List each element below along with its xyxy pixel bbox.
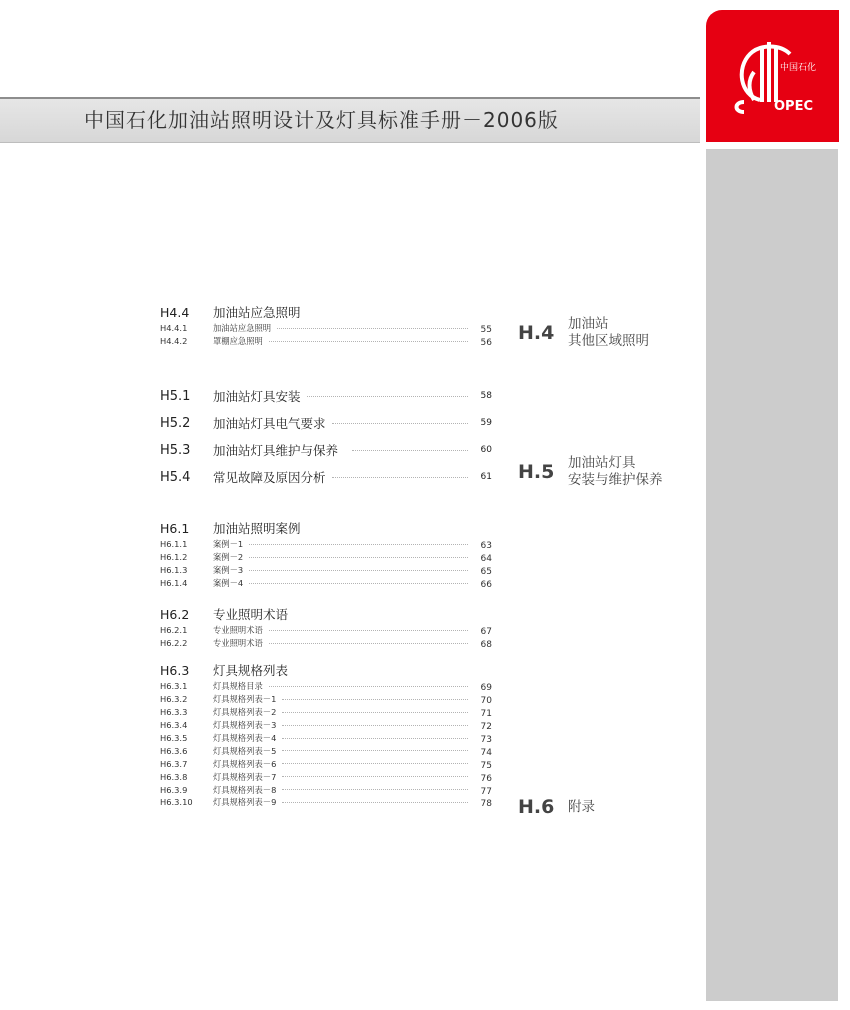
toc-code: H6.1 [160, 520, 190, 536]
section-tag: H.4 [518, 322, 555, 344]
toc-label: 专业照明术语 [213, 625, 263, 636]
toc-label: 灯具规格列表－7 [213, 771, 277, 782]
toc-code: H6.3.6 [160, 745, 188, 756]
section-title [568, 316, 649, 350]
toc-page: 67 [480, 627, 492, 638]
toc-label: 案例－2 [213, 552, 244, 563]
toc-page: 77 [480, 786, 492, 797]
toc-row[interactable] [160, 551, 492, 564]
leader-dots [269, 630, 468, 631]
leader-dots [282, 776, 468, 777]
toc-page: 68 [480, 640, 492, 651]
toc-group-h6-1 [160, 518, 492, 590]
toc-row[interactable] [160, 538, 492, 551]
sinopec-logo [706, 10, 839, 142]
toc-code: H6.3 [160, 662, 190, 678]
toc-code: H4.4.2 [160, 336, 188, 347]
toc-row[interactable] [160, 335, 492, 348]
leader-dots [269, 643, 468, 644]
toc-code: H6.1.3 [160, 565, 188, 576]
toc-row[interactable] [160, 386, 492, 406]
toc-code: H6.2.2 [160, 638, 188, 649]
leader-dots [282, 789, 468, 790]
toc-row[interactable] [160, 413, 492, 433]
toc-row[interactable] [160, 796, 492, 809]
section-title-line: 加油站灯具 [568, 455, 636, 471]
toc-page: 70 [480, 696, 492, 707]
sinopec-emblem-icon [730, 40, 820, 114]
toc-code: H6.3.8 [160, 771, 188, 782]
leader-dots [282, 750, 468, 751]
toc-label: 案例－3 [213, 565, 244, 576]
toc-row-h5-2 [160, 413, 492, 433]
toc-row[interactable] [160, 322, 492, 335]
toc-code: H6.3.2 [160, 694, 188, 705]
toc-label: 加油站应急照明 [213, 305, 301, 320]
toc-label: 加油站灯具安装 [213, 389, 301, 404]
toc-page: 76 [480, 773, 492, 784]
toc-row[interactable] [160, 637, 492, 650]
leader-dots [282, 738, 468, 739]
toc-code: H5.3 [160, 442, 191, 458]
toc-row[interactable] [160, 770, 492, 783]
toc-label: 专业照明术语 [213, 638, 263, 649]
toc-row[interactable] [160, 693, 492, 706]
toc-code: H4.4.1 [160, 323, 188, 334]
toc-row[interactable] [160, 732, 492, 745]
leader-dots [269, 686, 468, 687]
toc-label: 灯具规格列表－2 [213, 707, 277, 718]
toc-row[interactable] [160, 467, 492, 487]
section-tag: H.6 [518, 796, 555, 818]
toc-row[interactable] [160, 577, 492, 590]
leader-dots [277, 328, 468, 329]
toc-row[interactable] [160, 624, 492, 637]
toc-group-h6-2 [160, 604, 492, 650]
toc-group-h6-3 [160, 660, 492, 809]
toc-page: 63 [480, 541, 492, 552]
toc-row-h5-3 [160, 440, 492, 460]
toc-row[interactable] [160, 680, 492, 693]
toc-label: 灯具规格列表－8 [213, 784, 277, 795]
toc-code: H6.3.5 [160, 733, 188, 743]
toc-code: H6.1.1 [160, 539, 188, 550]
leader-dots [249, 570, 468, 571]
svg-text:OPEC: OPEC [774, 99, 813, 114]
toc-code: H5.2 [160, 415, 191, 431]
leader-dots [352, 450, 468, 451]
toc-code: H6.3.10 [160, 797, 193, 808]
toc-row[interactable] [160, 757, 492, 770]
toc-code: H5.4 [160, 469, 191, 485]
toc-page: 75 [480, 760, 492, 771]
section-marker-h4 [518, 316, 649, 350]
toc-label: 灯具规格目录 [213, 681, 263, 692]
toc-row[interactable] [160, 706, 492, 719]
leader-dots [249, 583, 468, 584]
section-marker-h5 [518, 455, 663, 489]
side-strip [706, 149, 838, 1001]
toc-page: 69 [480, 683, 492, 694]
section-title-line: 加油站 [568, 316, 609, 332]
toc-page: 64 [480, 554, 492, 565]
toc-code: H6.2 [160, 606, 190, 622]
toc-label: 灯具规格列表－5 [213, 745, 277, 756]
toc-label: 加油站应急照明 [213, 323, 272, 334]
toc-group-h4-4 [160, 302, 492, 348]
toc-label: 加油站灯具维护与保养 [213, 443, 339, 458]
toc-page: 58 [480, 391, 492, 401]
toc-page: 71 [480, 709, 492, 720]
svg-text:中国石化: 中国石化 [780, 63, 817, 73]
toc-row[interactable] [160, 783, 492, 796]
leader-dots [249, 557, 468, 558]
leader-dots [282, 712, 468, 713]
toc-page: 73 [480, 735, 492, 745]
section-title: 附录 [568, 798, 595, 815]
toc-row-h5-4 [160, 467, 492, 487]
leader-dots [249, 544, 468, 545]
toc-page: 78 [480, 799, 492, 810]
toc-page: 59 [480, 418, 492, 428]
leader-dots [307, 396, 468, 397]
toc-heading[interactable] [160, 660, 492, 680]
toc-heading[interactable] [160, 604, 492, 624]
toc-page: 61 [480, 472, 492, 482]
toc-code: H6.2.1 [160, 625, 188, 636]
toc-label: 灯具规格列表 [213, 663, 289, 678]
leader-dots [269, 341, 468, 342]
toc-code: H6.3.4 [160, 720, 188, 731]
toc-page: 66 [480, 580, 492, 591]
toc-row[interactable] [160, 719, 492, 732]
toc-page: 60 [480, 445, 492, 455]
toc-row[interactable] [160, 440, 492, 460]
leader-dots [282, 763, 468, 764]
toc-code: H6.3.7 [160, 758, 188, 769]
toc-label: 案例－4 [213, 578, 244, 589]
section-title-line: 安装与维护保养 [568, 472, 663, 488]
toc-code: H6.3.9 [160, 784, 188, 795]
leader-dots [282, 699, 468, 700]
page-title: 中国石化加油站照明设计及灯具标准手册－2006版 [84, 108, 559, 132]
toc-row[interactable] [160, 564, 492, 577]
leader-dots [282, 802, 468, 803]
toc-page: 55 [480, 325, 492, 336]
toc-label: 灯具规格列表－4 [213, 733, 277, 743]
toc-row[interactable] [160, 744, 492, 757]
section-title [568, 455, 663, 489]
toc-page: 74 [480, 747, 492, 758]
section-tag: H.5 [518, 461, 555, 483]
leader-dots [332, 477, 468, 478]
toc-label: 罩棚应急照明 [213, 336, 263, 347]
toc-page: 56 [480, 338, 492, 349]
toc-label: 灯具规格列表－3 [213, 720, 277, 731]
toc-label: 加油站灯具电气要求 [213, 416, 326, 431]
section-marker-h6 [518, 796, 595, 818]
section-title-line: 其他区域照明 [568, 333, 649, 349]
toc-code: H6.1.4 [160, 578, 188, 589]
toc-row-h5-1 [160, 386, 492, 406]
toc-code: H4.4 [160, 304, 190, 320]
toc-code: H6.3.1 [160, 681, 188, 692]
toc-label: 加油站照明案例 [213, 521, 301, 536]
toc-code: H6.3.3 [160, 707, 188, 718]
toc-label: 常见故障及原因分析 [213, 470, 326, 485]
toc-code: H5.1 [160, 388, 191, 404]
leader-dots [332, 423, 468, 424]
toc-page: 65 [480, 567, 492, 578]
toc-label: 灯具规格列表－1 [213, 694, 277, 705]
toc-label: 专业照明术语 [213, 607, 289, 622]
toc-code: H6.1.2 [160, 552, 188, 563]
toc-heading[interactable] [160, 518, 492, 538]
toc-page: 72 [480, 722, 492, 733]
toc-label: 案例－1 [213, 539, 244, 550]
toc-heading[interactable] [160, 302, 492, 322]
leader-dots [282, 725, 468, 726]
toc-label: 灯具规格列表－6 [213, 758, 277, 769]
toc-label: 灯具规格列表－9 [213, 797, 277, 808]
